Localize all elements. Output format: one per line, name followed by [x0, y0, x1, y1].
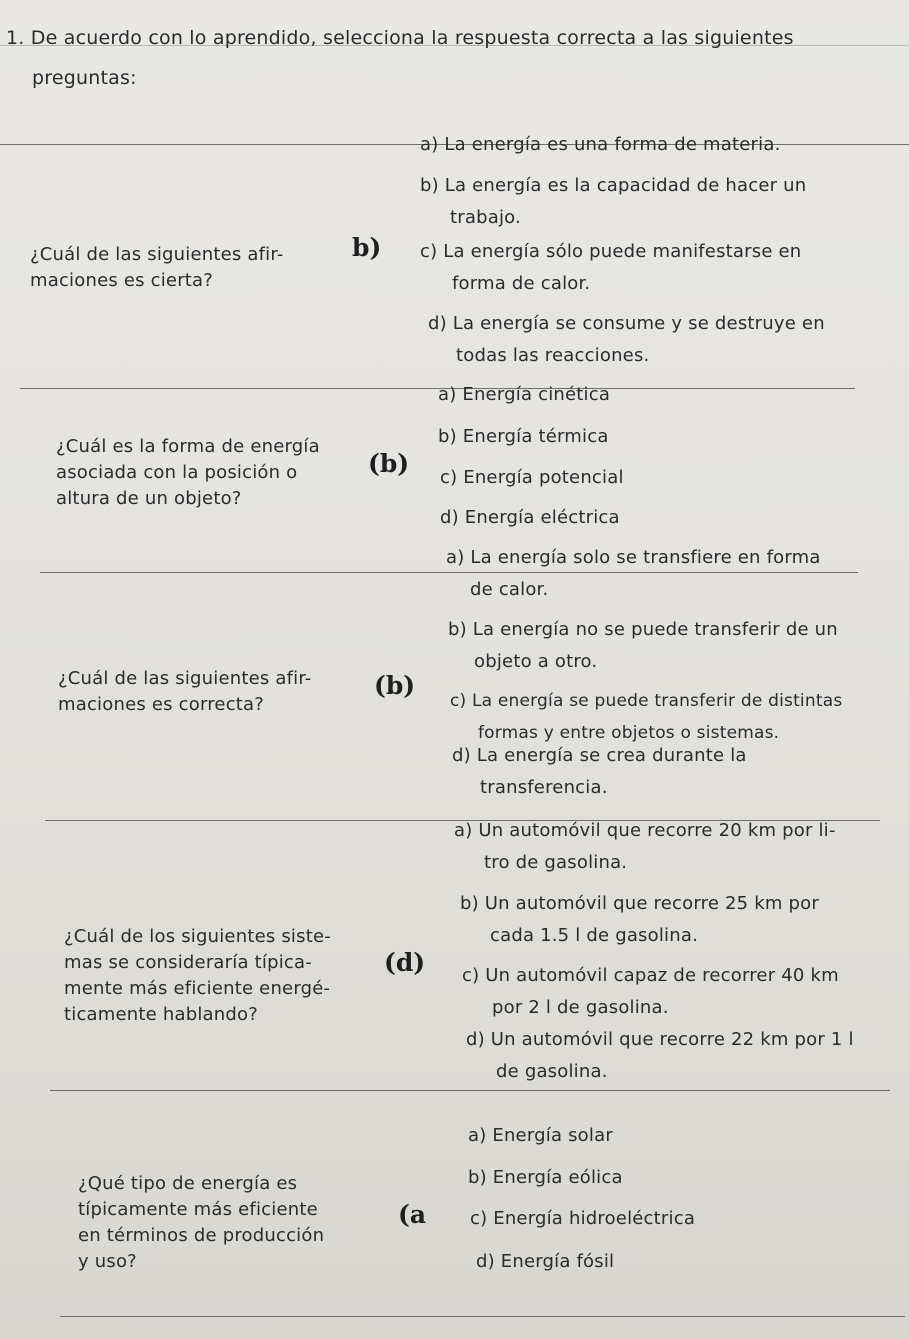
q5-option-d: d) Energía fósil: [476, 1251, 615, 1272]
answer-5: (a: [398, 1200, 427, 1229]
answer-1: b): [352, 233, 382, 262]
q3-option-c: c) La energía se puede transferir de distintas formas y entre objetos o sistemas.: [450, 691, 843, 743]
q3-option-b: b) La energía no se puede transferir de un objeto a otro.: [448, 619, 838, 672]
q5-option-b: b) Energía eólica: [468, 1167, 623, 1188]
instruction: [6, 18, 901, 98]
question-5: ¿Qué tipo de energía es típicamente más eficiente en términos de producción y uso?: [78, 1173, 325, 1272]
q4-option-b: b) Un automóvil que recorre 25 km por cada 1.5 l de gasolina.: [460, 893, 819, 946]
q4-option-c: c) Un automóvil capaz de recorrer 40 km por 2 l de gasolina.: [462, 965, 839, 1018]
question-1: ¿Cuál de las siguientes afir- maciones es cierta?: [30, 244, 284, 291]
divider-4: [50, 1090, 890, 1091]
question-2: ¿Cuál es la forma de energía asociada con la posición o altura de un objeto?: [56, 436, 320, 509]
instruction-line-1: 1. De acuerdo con lo aprendido, selecciona la respuesta correcta a las siguientes: [6, 27, 794, 49]
q3-option-d: d) La energía se crea durante la transferencia.: [452, 745, 747, 798]
answer-2: (b): [368, 449, 410, 478]
q1-option-d: d) La energía se consume y se destruye en todas las reacciones.: [428, 313, 825, 366]
q5-option-c: c) Energía hidroeléctrica: [470, 1208, 696, 1229]
q4-option-a: a) Un automóvil que recorre 20 km por li- tro de gasolina.: [454, 820, 836, 873]
answer-3: (b): [374, 671, 416, 700]
q4-option-d: d) Un automóvil que recorre 22 km por 1 l de gasolina.: [466, 1029, 854, 1082]
question-4: ¿Cuál de los siguientes siste- mas se consideraría típica- mente más eficiente energé- ticamente hablando?: [64, 926, 331, 1025]
q2-option-c: c) Energía potencial: [440, 467, 624, 488]
q1-option-a: a) La energía es una forma de materia.: [420, 134, 781, 155]
question-3: ¿Cuál de las siguientes afir- maciones es correcta?: [58, 668, 312, 715]
q2-option-a: a) Energía cinética: [438, 384, 611, 405]
q3-option-a: a) La energía solo se transfiere en forma de calor.: [446, 547, 821, 600]
divider-bottom: [60, 1316, 905, 1317]
q1-option-c: c) La energía sólo puede manifestarse en forma de calor.: [420, 241, 802, 294]
q2-option-b: b) Energía térmica: [438, 426, 609, 447]
q1-option-b: b) La energía es la capacidad de hacer un trabajo.: [420, 175, 807, 228]
q2-option-d: d) Energía eléctrica: [440, 507, 620, 528]
q5-option-a: a) Energía solar: [468, 1125, 613, 1146]
answer-4: (d): [384, 948, 426, 977]
instruction-line-2: preguntas:: [32, 67, 137, 89]
